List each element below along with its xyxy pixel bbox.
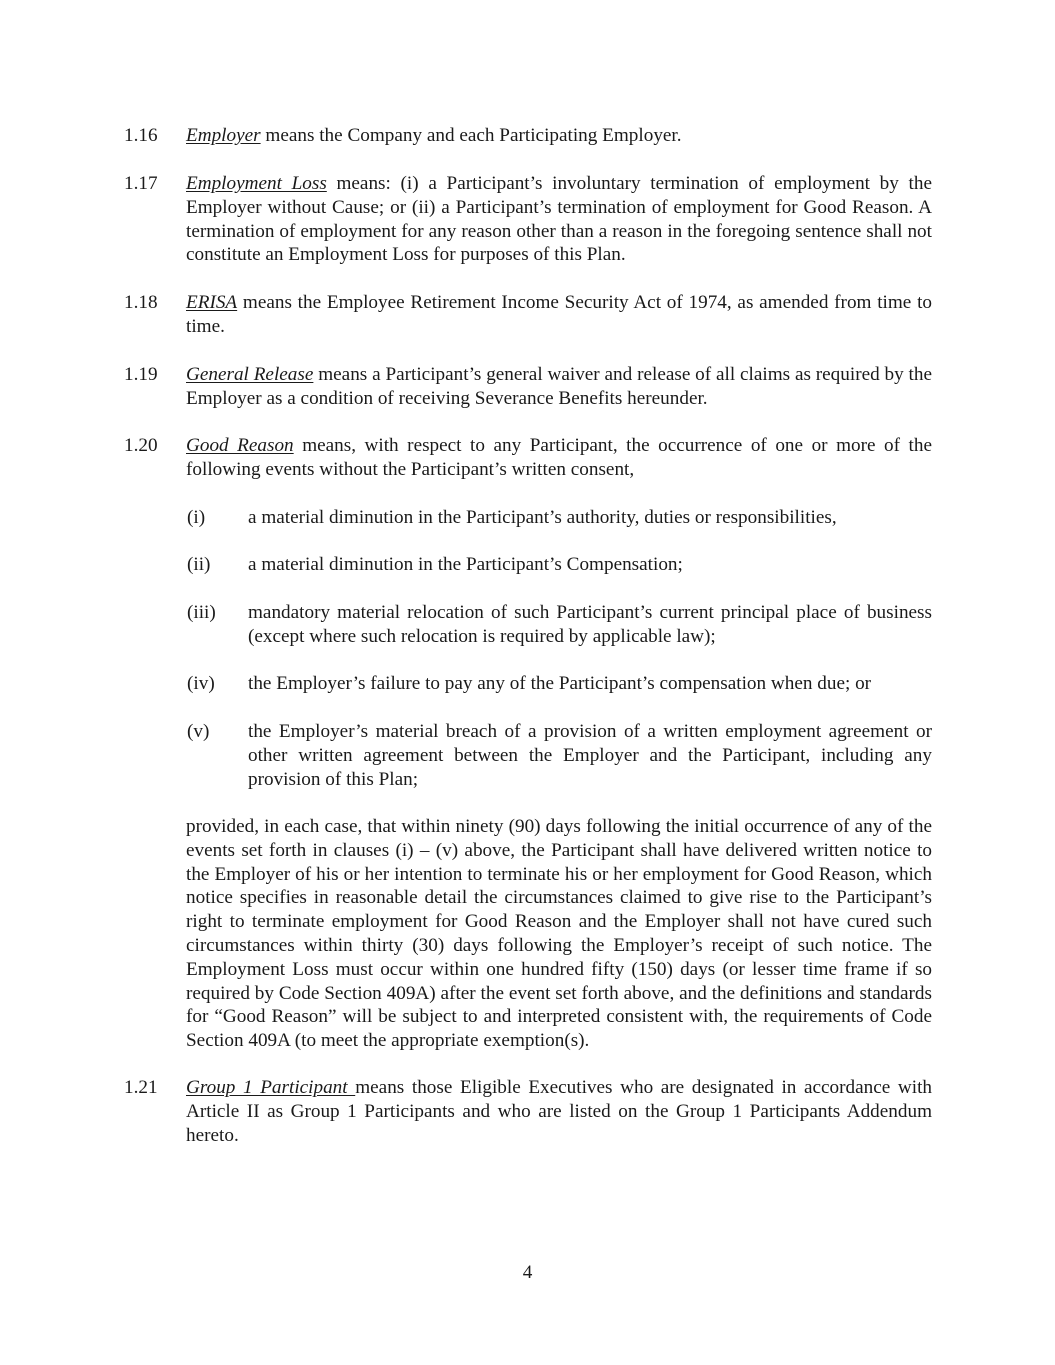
clause-text: a material diminution in the Participant’s authority, duties or responsibilities, bbox=[248, 507, 837, 528]
definition-text: means the Employee Retirement Income Security Act of 1974, as amended from time to time. bbox=[186, 292, 932, 337]
section-1-21 bbox=[124, 1076, 932, 1147]
clause-marker: (iv) bbox=[187, 673, 215, 694]
clause-marker: (ii) bbox=[187, 554, 211, 575]
clause-text: a material diminution in the Participant’s Compensation; bbox=[248, 554, 683, 575]
clause-i bbox=[187, 506, 932, 530]
section-number: 1.20 bbox=[124, 435, 158, 456]
clause-marker: (i) bbox=[187, 507, 206, 528]
section-number: 1.16 bbox=[124, 125, 158, 146]
clause-ii bbox=[187, 553, 932, 577]
definition-text: means a Participant’s general waiver and release of all claims as required by the Employer as a condition of receiving Severance Benefits hereunder. bbox=[186, 364, 932, 409]
clause-iv bbox=[187, 672, 932, 696]
defined-term: Employment Loss bbox=[186, 173, 327, 194]
defined-term: Group 1 Participant bbox=[186, 1077, 356, 1098]
clause-text: mandatory material relocation of such Participant’s current principal place of business (except where such relocation is required by applicable law); bbox=[248, 602, 932, 647]
defined-term: Good Reason bbox=[186, 435, 294, 456]
clause-text: the Employer’s failure to pay any of the Participant’s compensation when due; or bbox=[248, 673, 872, 694]
section-1-20 bbox=[124, 434, 932, 482]
section-number: 1.18 bbox=[124, 292, 158, 313]
clause-v bbox=[187, 720, 932, 791]
clause-marker: (v) bbox=[187, 721, 210, 742]
clause-iii bbox=[187, 601, 932, 649]
definition-text: means: (i) a Participant’s involuntary termination of employment by the Employer without Cause; or (ii) a Participant’s termination of employment for Good Reason. A termination of employment for any reason other than a reason in the foregoing sentence shall not constitute an Employment Loss for purposes of this Plan. bbox=[186, 173, 932, 266]
definition-text: means those Eligible Executives who are designated in accordance with Article II as Group 1 Participants and who are listed on the Group 1 Participants Addendum hereto. bbox=[186, 1077, 933, 1146]
defined-term: ERISA bbox=[186, 292, 238, 313]
defined-term: General Release bbox=[186, 364, 314, 385]
definition-text: means the Company and each Participating Employer. bbox=[260, 125, 682, 146]
section-number: 1.17 bbox=[124, 173, 158, 194]
defined-term: Employer bbox=[186, 125, 261, 146]
section-number: 1.21 bbox=[124, 1077, 158, 1098]
section-1-17 bbox=[124, 172, 932, 267]
section-number: 1.19 bbox=[124, 364, 158, 385]
clause-marker: (iii) bbox=[187, 602, 216, 623]
section-1-18 bbox=[124, 291, 932, 339]
page-number: 4 bbox=[522, 1262, 533, 1283]
clause-text: the Employer’s material breach of a provision of a written employment agreement or other written agreement between the Employer and the Participant, including any provision of this Plan; bbox=[248, 721, 932, 790]
section-1-16 bbox=[124, 124, 932, 148]
definition-text: means, with respect to any Participant, the occurrence of one or more of the following events without the Participant’s written consent, bbox=[186, 435, 932, 480]
section-1-19 bbox=[124, 363, 932, 411]
good-reason-proviso: provided, in each case, that within ninety (90) days following the initial occurrence of any of the events set forth in clauses (i) – (v) above, the Participant shall have delivered written notice to the Employer of his or her intention to terminate his or her employment for Good Reason, which notice specifies in reasonable detail the circumstances claimed to give rise to the Participant’s right to terminate employment for Good Reason and the Employer shall not have cured such circumstances within thirty (30) days following the Employer’s receipt of such notice. The Employment Loss must occur within one hundred fifty (150) days (or lesser time frame if so required by Code Section 409A) after the event set forth above, and the definitions and standards for “Good Reason” will be subject to and interpreted consistent with, the requirements of Code Section 409A (to meet the appropriate exemption(s). bbox=[186, 816, 932, 1052]
